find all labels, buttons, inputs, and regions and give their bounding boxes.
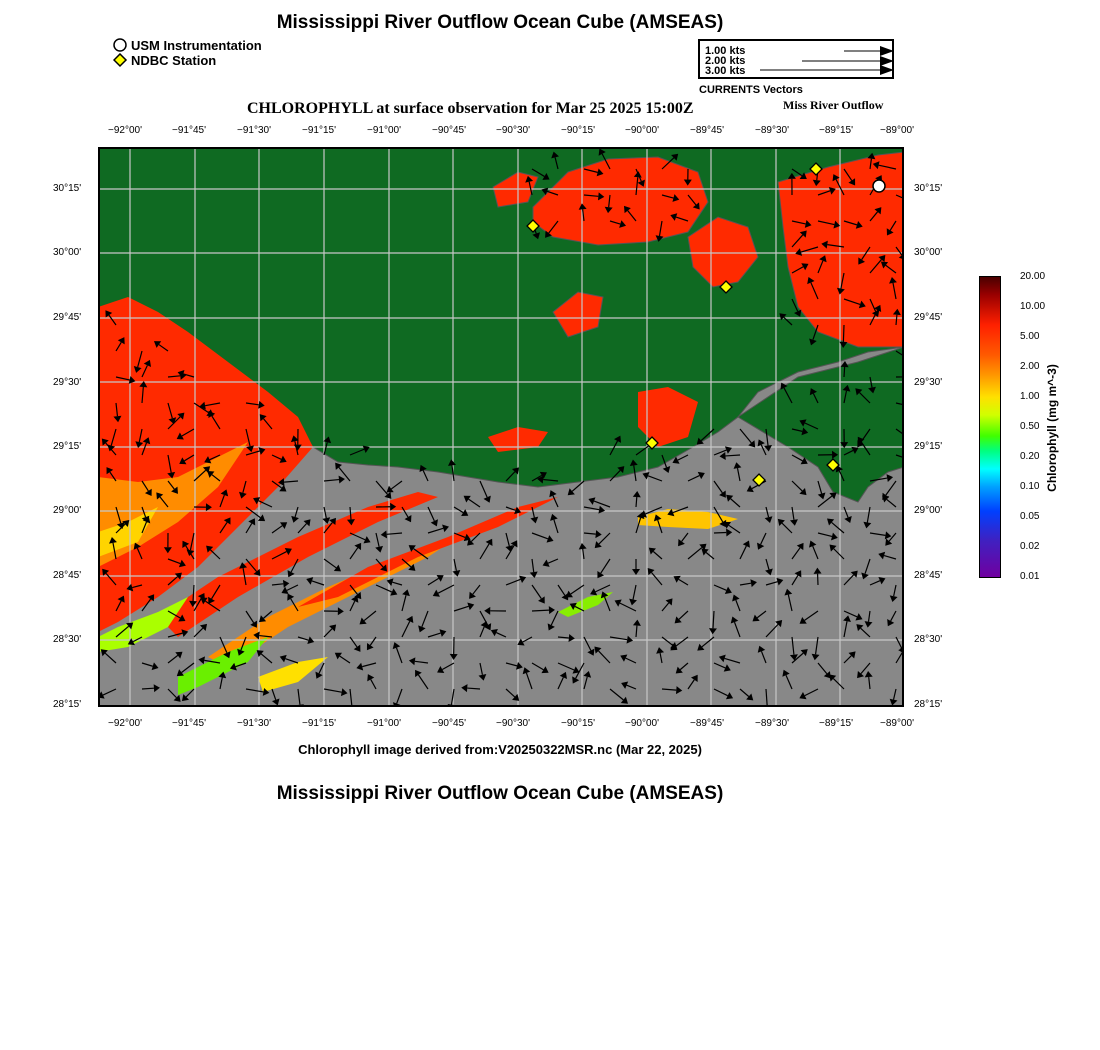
current-vector-shaft — [843, 325, 844, 342]
colorbar-label: 10.00 — [1020, 301, 1046, 312]
vector-scale-arrows — [700, 41, 896, 81]
colorbar-label: 0.02 — [1020, 541, 1040, 552]
vector-scale-1: 1.00 kts — [705, 45, 746, 57]
lat-tick: 29°00' — [914, 505, 943, 516]
lon-tick: −89°00' — [880, 125, 914, 136]
usm-marker-icon — [113, 38, 128, 53]
lon-tick: −90°45' — [432, 125, 466, 136]
current-vector-shaft — [844, 367, 845, 377]
usm-station-icon — [873, 180, 885, 192]
lat-ticks-left — [50, 0, 100, 1050]
lat-tick: 30°00' — [914, 247, 943, 258]
lon-tick: −91°00' — [367, 718, 401, 729]
lon-tick: −89°30' — [755, 125, 789, 136]
lat-tick: 30°15' — [914, 183, 943, 194]
lon-tick: −91°30' — [237, 125, 271, 136]
lon-tick: −91°45' — [172, 718, 206, 729]
lat-tick: 29°15' — [914, 441, 943, 452]
legend-usm-label: USM Instrumentation — [131, 38, 262, 53]
current-vector-shaft — [532, 610, 549, 611]
lon-tick: −90°00' — [625, 718, 659, 729]
colorbar-label: 2.00 — [1020, 361, 1040, 372]
colorbar-label: 5.00 — [1020, 331, 1040, 342]
vector-scale-2: 2.00 kts — [705, 55, 746, 67]
lon-tick: −90°30' — [496, 718, 530, 729]
lat-tick: 29°15' — [53, 441, 82, 452]
source-footer: Chlorophyll image derived from:V20250322MSR.nc (Mar 22, 2025) — [298, 742, 702, 757]
chlorophyll-map — [98, 147, 904, 707]
colorbar-label: 0.20 — [1020, 451, 1040, 462]
lon-tick: −89°15' — [819, 125, 853, 136]
lat-tick: 29°30' — [53, 377, 82, 388]
legend-usm — [113, 38, 262, 53]
lon-tick: −90°00' — [625, 125, 659, 136]
lat-tick: 29°45' — [914, 312, 943, 323]
lon-tick: −89°30' — [755, 718, 789, 729]
lon-tick: −91°30' — [237, 718, 271, 729]
colorbar-label: 0.01 — [1020, 571, 1040, 582]
lat-tick: 29°45' — [53, 312, 82, 323]
current-vector-shaft — [142, 688, 154, 689]
colorbar-label: 20.00 — [1020, 271, 1046, 282]
lat-tick: 30°00' — [53, 247, 82, 258]
lon-tick: −90°45' — [432, 718, 466, 729]
legend-ndbc — [113, 53, 216, 68]
lon-tick: −89°15' — [819, 718, 853, 729]
legend-ndbc-label: NDBC Station — [131, 53, 217, 68]
current-vector-shaft — [636, 497, 637, 507]
lat-tick: 29°30' — [914, 377, 943, 388]
colorbar — [979, 276, 1001, 578]
vector-caption: CURRENTS Vectors — [699, 84, 803, 96]
colorbar-label: 0.05 — [1020, 511, 1040, 522]
vector-scale-box — [698, 39, 894, 79]
lon-tick: −90°15' — [561, 125, 595, 136]
lon-tick: −91°45' — [172, 125, 206, 136]
lat-tick: 30°15' — [53, 183, 82, 194]
lat-tick: 28°45' — [53, 570, 82, 581]
bottom-title: Mississippi River Outflow Ocean Cube (AMSEAS) — [276, 783, 724, 804]
lat-ticks-right — [914, 0, 964, 1050]
lon-tick: −92°00' — [108, 718, 142, 729]
lon-tick: −89°00' — [880, 718, 914, 729]
lat-tick: 28°30' — [53, 634, 82, 645]
lon-tick: −90°30' — [496, 125, 530, 136]
map-subtitle: CHLOROPHYLL at surface observation for Mar 25 2025 15:00Z — [247, 100, 694, 117]
vector-scale-3: 3.00 kts — [705, 65, 746, 77]
lat-tick: 28°45' — [914, 570, 943, 581]
ndbc-marker-icon — [113, 53, 128, 68]
colorbar-label: 0.50 — [1020, 421, 1040, 432]
lon-tick: −89°45' — [690, 718, 724, 729]
lat-tick: 28°30' — [914, 634, 943, 645]
lon-tick: −91°15' — [302, 718, 336, 729]
current-vector-shaft — [714, 532, 726, 533]
region-label: Miss River Outflow — [783, 98, 884, 112]
lon-tick: −91°15' — [302, 125, 336, 136]
colorbar-label: 1.00 — [1020, 391, 1040, 402]
lat-tick: 29°00' — [53, 505, 82, 516]
lat-tick: 28°15' — [53, 699, 82, 710]
lon-tick: −90°15' — [561, 718, 595, 729]
colorbar-label: 0.10 — [1020, 481, 1040, 492]
lat-tick: 28°15' — [914, 699, 943, 710]
page-title: Mississippi River Outflow Ocean Cube (AMSEAS) — [276, 12, 724, 33]
colorbar-title: Chlorophyll (mg m^-3) — [1045, 364, 1059, 492]
lon-tick: −89°45' — [690, 125, 724, 136]
lon-tick: −91°00' — [367, 125, 401, 136]
lon-tick: −92°00' — [108, 125, 142, 136]
